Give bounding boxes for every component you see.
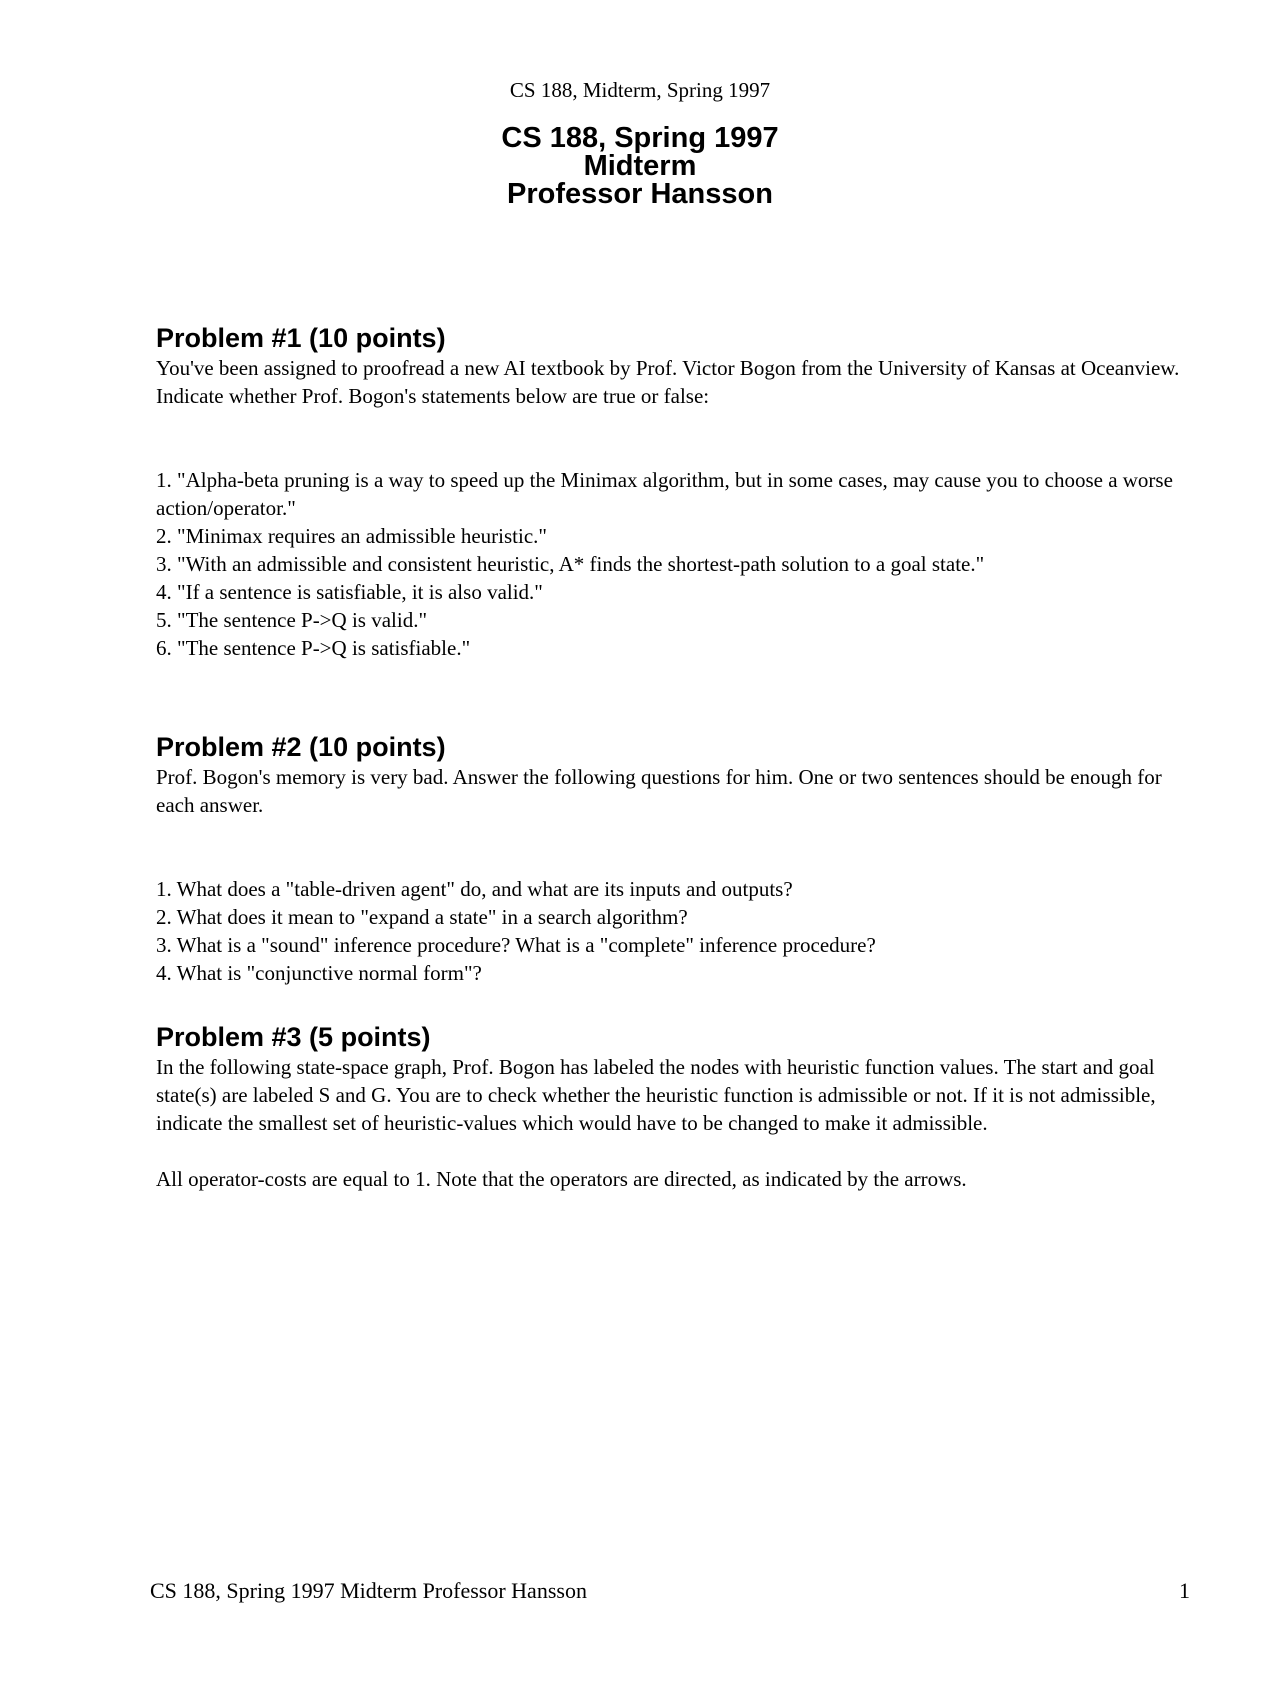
list-item: 4. "If a sentence is satisfiable, it is also valid." [156, 580, 543, 604]
document-title [0, 124, 1280, 208]
list-item: 2. "Minimax requires an admissible heuristic." [156, 524, 547, 548]
running-header: CS 188, Midterm, Spring 1997 [509, 78, 771, 102]
title-course: CS 188, Spring 1997 [501, 122, 779, 154]
problem-3-note: All operator-costs are equal to 1. Note that the operators are directed, as indicated by the arrows. [156, 1167, 967, 1191]
problem-3-heading: Problem #3 (5 points) [156, 1022, 431, 1052]
problem-1-section [156, 322, 1190, 662]
title-exam: Midterm [583, 150, 697, 182]
footer-text: CS 188, Spring 1997 Midterm Professor Hansson [150, 1578, 587, 1603]
problem-3-section [156, 1021, 1190, 1193]
list-item: 3. What is a "sound" inference procedure? What is a "complete" inference procedure? [156, 933, 876, 957]
list-item: 5. "The sentence P->Q is valid." [156, 608, 428, 632]
list-item: 2. What does it mean to "expand a state" in a search algorithm? [156, 905, 688, 929]
problem-1-heading: Problem #1 (10 points) [156, 323, 446, 353]
problem-1-intro: You've been assigned to proofread a new AI textbook by Prof. Victor Bogon from the University of Kansas at Oceanview. Indicate whether Prof. Bogon's statements below are true or false: [156, 356, 1180, 408]
page-number: 1 [1179, 1578, 1190, 1603]
list-item: 6. "The sentence P->Q is satisfiable." [156, 636, 471, 660]
list-item: 1. What does a "table-driven agent" do, and what are its inputs and outputs? [156, 877, 793, 901]
problem-2-intro: Prof. Bogon's memory is very bad. Answer the following questions for him. One or two sentences should be enough for each answer. [156, 765, 1162, 817]
problem-2-section [156, 731, 1190, 987]
problem-2-question-list [156, 875, 1190, 987]
list-item: 1. "Alpha-beta pruning is a way to speed up the Minimax algorithm, but in some cases, may cause you to choose a worse action/operator." [156, 468, 1173, 520]
problem-1-statement-list [156, 466, 1190, 662]
list-item: 4. What is "conjunctive normal form"? [156, 961, 482, 985]
problem-2-heading: Problem #2 (10 points) [156, 732, 446, 762]
list-item: 3. "With an admissible and consistent heuristic, A* finds the shortest-path solution to a goal state." [156, 552, 985, 576]
problem-3-intro: In the following state-space graph, Prof. Bogon has labeled the nodes with heuristic function values. The start and goal state(s) are labeled S and G. You are to check whether the heuristic function is admissible or not. If it is not admissible, indicate the smallest set of heuristic-values which would have to be changed to make it admissible. [156, 1055, 1156, 1135]
title-professor: Professor Hansson [507, 178, 773, 210]
